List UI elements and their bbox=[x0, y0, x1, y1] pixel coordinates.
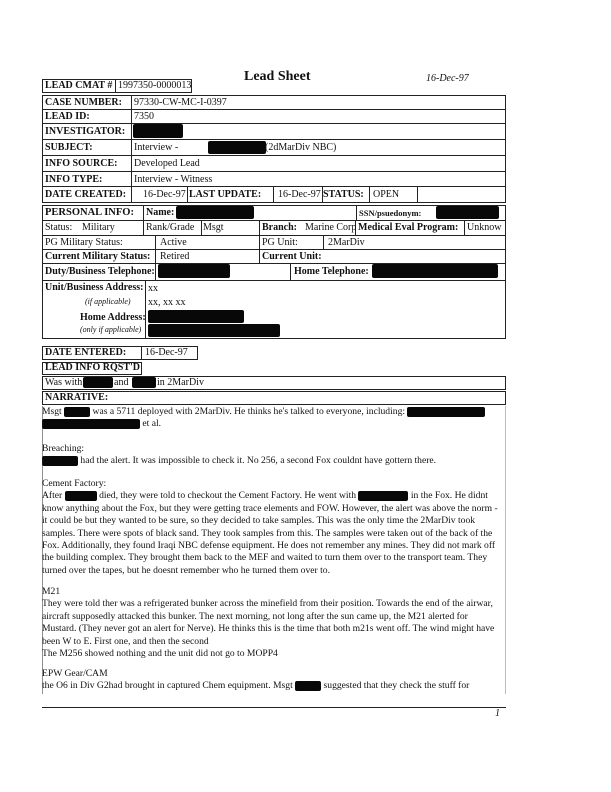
current-mil-status-label: Current Military Status: bbox=[45, 251, 151, 262]
branch: Marine Corp bbox=[305, 222, 357, 233]
rank-label: Rank/Grade bbox=[146, 222, 195, 233]
info-type-label: INFO TYPE: bbox=[45, 174, 103, 185]
m21-heading: M21 bbox=[42, 586, 61, 597]
cement-b: died, they were told to checkout the Cement Factory. He went with bbox=[99, 490, 357, 502]
home-address-note: (only if applicable) bbox=[80, 325, 142, 334]
m21-text2: The M256 showed nothing and the unit did not go to MOPP4 bbox=[42, 648, 278, 660]
redaction bbox=[132, 377, 156, 388]
narrative-bottom-border bbox=[42, 707, 506, 708]
status-mil: Military bbox=[82, 222, 115, 233]
case-number-label: CASE NUMBER: bbox=[45, 97, 122, 108]
lead-cmat-value: 1997350-0000013 bbox=[118, 80, 192, 91]
personal-info-label: PERSONAL INFO: bbox=[45, 207, 134, 218]
pg-unit: 2MarDiv bbox=[328, 237, 365, 248]
date-created: 16-Dec-97 bbox=[143, 189, 186, 200]
narrative-label: NARRATIVE: bbox=[45, 392, 109, 403]
redaction bbox=[176, 206, 254, 219]
date-entered-label: DATE ENTERED: bbox=[45, 347, 127, 358]
ssn-label: SSN/psuedonym: bbox=[359, 208, 422, 218]
redaction bbox=[83, 377, 113, 388]
lead-cmat-label: LEAD CMAT # bbox=[45, 80, 113, 91]
epw-heading: EPW Gear/CAM bbox=[42, 668, 108, 679]
redaction bbox=[42, 456, 78, 466]
cement-a: After bbox=[42, 490, 63, 502]
was-with-suffix: in 2MarDiv bbox=[157, 377, 204, 388]
redaction bbox=[158, 264, 230, 278]
redaction bbox=[64, 407, 90, 417]
breaching-text: had the alert. It was impossible to check it. No 256, a second Fox couldnt have gottern there. bbox=[80, 455, 437, 467]
narrative-p1b: was a 5711 deployed with 2MarDiv. He thinks he's talked to everyone, including: bbox=[92, 406, 406, 417]
current-unit-label: Current Unit: bbox=[262, 251, 322, 262]
unit-address-line2: xx, xx xx bbox=[148, 297, 186, 308]
home-phone-label: Home Telephone: bbox=[294, 266, 369, 277]
redaction bbox=[133, 124, 183, 138]
redaction bbox=[358, 491, 408, 501]
subject-prefix: Interview - bbox=[134, 142, 179, 153]
header-date: 16-Dec-97 bbox=[426, 73, 469, 84]
medical-label: Medical Eval Program: bbox=[358, 222, 459, 233]
redaction bbox=[372, 264, 498, 278]
cement-section bbox=[42, 478, 504, 577]
epw-b: suggested that they check the stuff for bbox=[323, 680, 470, 692]
cement-heading: Cement Factory: bbox=[42, 478, 107, 489]
narrative-label-box bbox=[42, 391, 506, 405]
branch-label: Branch: bbox=[262, 222, 297, 233]
redaction bbox=[148, 310, 244, 323]
narrative-p1c: et al. bbox=[142, 418, 162, 430]
current-mil-status: Retired bbox=[160, 251, 190, 262]
info-source: Developed Lead bbox=[134, 158, 200, 169]
info-source-label: INFO SOURCE: bbox=[45, 158, 118, 169]
last-update: 16-Dec-97 bbox=[278, 189, 321, 200]
redaction bbox=[148, 324, 280, 337]
breaching-section bbox=[42, 443, 504, 468]
was-with-and: and bbox=[114, 377, 129, 388]
narrative-p1 bbox=[42, 406, 504, 431]
was-with-prefix: Was with bbox=[45, 377, 83, 388]
redaction bbox=[65, 491, 97, 501]
last-update-label: LAST UPDATE: bbox=[189, 189, 262, 200]
subject-label: SUBJECT: bbox=[45, 142, 93, 153]
cement-c: in the Fox. He didnt know anything about the Fox, but they were getting trace elements and FOW. However, the alert was above the norm - it could be but they wanted to be sure, so they decided to take samples. This was the only time the 2MarDiv took samples. There were spots of black sand. They took samples from this. The samples were taken out of the back of the Fox. Additionally, they found Iraqi NBC defense equipment. He does not remember any mines. They did not mark off the building complex. They brought them back to the MEF and waited to turn them over to the transport team. They turned over the tapes, but he doesnt remember who he turned them over to. bbox=[42, 490, 498, 576]
page-title: Lead Sheet bbox=[244, 69, 311, 84]
epw-a: the O6 in Div G2had brought in captured Chem equipment. Msgt bbox=[42, 680, 293, 692]
pg-unit-label: PG Unit: bbox=[262, 237, 298, 248]
investigator-label: INVESTIGATOR: bbox=[45, 126, 126, 137]
status-value: OPEN bbox=[373, 189, 400, 200]
duty-phone-label: Duty/Business Telephone: bbox=[45, 266, 155, 277]
breaching-heading: Breaching: bbox=[42, 443, 85, 454]
redaction bbox=[295, 681, 321, 691]
info-type: Interview - Witness bbox=[134, 174, 213, 185]
lead-id: 7350 bbox=[134, 111, 154, 122]
redaction bbox=[407, 407, 485, 417]
redaction bbox=[436, 206, 499, 219]
status-label: STATUS: bbox=[323, 189, 364, 200]
date-entered: 16-Dec-97 bbox=[145, 347, 188, 358]
date-created-label: DATE CREATED: bbox=[45, 189, 127, 200]
unit-address-note: (if applicable) bbox=[85, 297, 131, 306]
lead-info-label: LEAD INFO RQST'D bbox=[45, 362, 141, 373]
redaction bbox=[208, 141, 266, 154]
redaction bbox=[42, 419, 140, 429]
subject-suffix: (2dMarDiv NBC) bbox=[265, 142, 337, 153]
unit-address-line1: xx bbox=[148, 283, 158, 294]
lead-id-label: LEAD ID: bbox=[45, 111, 90, 122]
rank: Msgt bbox=[203, 222, 224, 233]
case-number: 97330-CW-MC-I-0397 bbox=[134, 97, 227, 108]
pg-mil-status-label: PG Military Status: bbox=[45, 237, 123, 248]
m21-section bbox=[42, 586, 504, 660]
epw-section bbox=[42, 668, 504, 693]
m21-text: They were told ther was a refrigerated bunker across the minefield from their position. Towards the end of the airwar, aircraft supposedly attacked this bunker. The next morning, not long after the sun came up, the M21 alerted for Mustard. (They never got an alert for Nerve). He thinks this is the time that both m21s went off. The wind might have been W to E. First one, and then the second bbox=[42, 598, 495, 647]
name-label: Name: bbox=[146, 207, 175, 218]
home-address-label: Home Address: bbox=[80, 312, 146, 323]
unit-address-label: Unit/Business Address: bbox=[45, 282, 144, 293]
status-mil-label: Status: bbox=[45, 222, 73, 233]
narrative-p1a: Msgt bbox=[42, 406, 62, 417]
pg-mil-status: Active bbox=[160, 237, 187, 248]
medical: Unknow bbox=[467, 222, 502, 233]
page-number: 1 bbox=[495, 708, 500, 719]
